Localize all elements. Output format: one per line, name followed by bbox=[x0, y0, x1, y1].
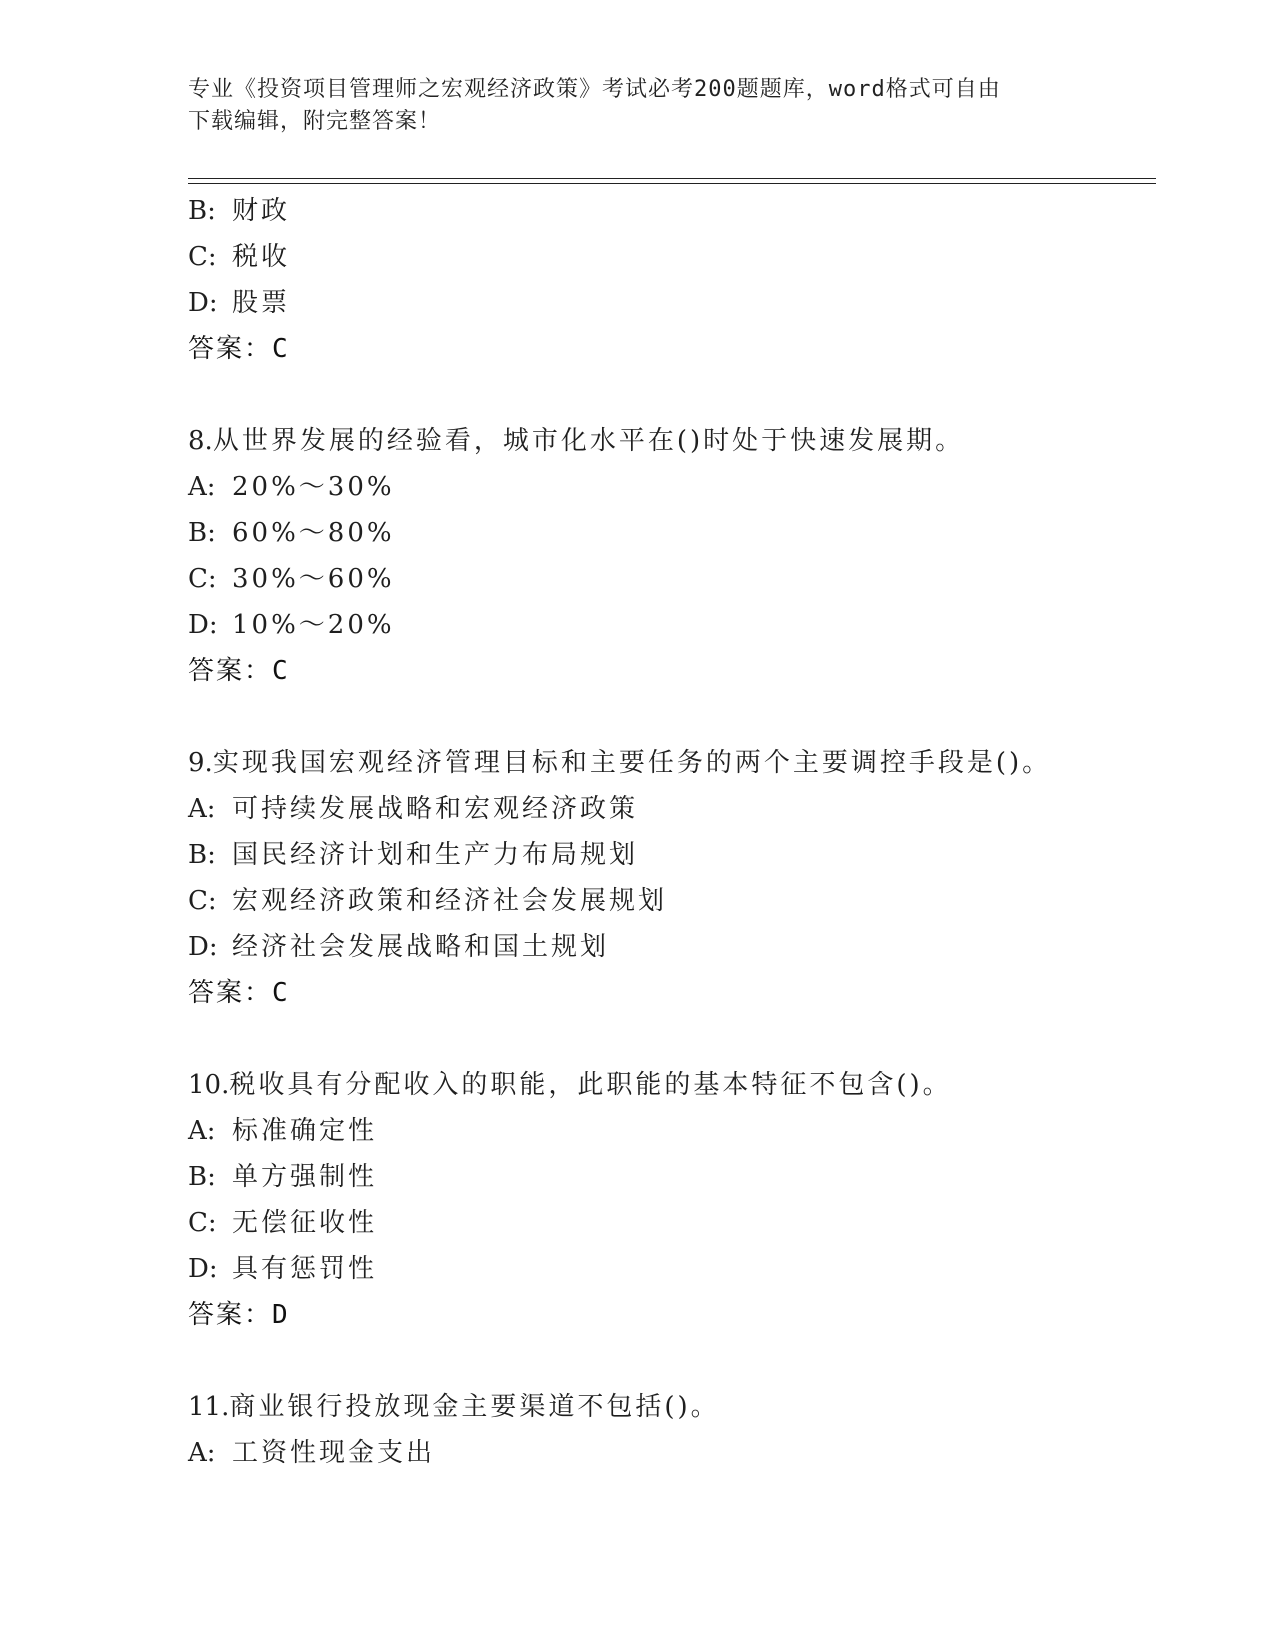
answer-label: 答案： bbox=[188, 978, 273, 1008]
question-10 bbox=[188, 1062, 1148, 1338]
option-text: 可持续发展战略和宏观经济政策 bbox=[232, 794, 639, 824]
option-c bbox=[188, 1200, 1148, 1246]
question-text: 税收具有分配收入的职能，此职能的基本特征不包含()。 bbox=[229, 1070, 952, 1100]
option-text: 工资性现金支出 bbox=[232, 1438, 436, 1468]
question-text: 从世界发展的经验看，城市化水平在()时处于快速发展期。 bbox=[212, 426, 965, 456]
option-letter: A: bbox=[188, 472, 216, 502]
option-text: 60%～80% bbox=[232, 518, 395, 548]
answer-line bbox=[188, 648, 1148, 694]
question-7-tail bbox=[188, 188, 1148, 372]
question-number: 9. bbox=[188, 748, 213, 778]
option-letter: D: bbox=[188, 288, 218, 318]
option-text: 具有惩罚性 bbox=[232, 1254, 378, 1284]
option-letter: B: bbox=[188, 840, 216, 870]
header-divider-top bbox=[188, 178, 1156, 179]
answer-label: 答案： bbox=[188, 656, 273, 686]
option-c bbox=[188, 878, 1148, 924]
option-letter: C: bbox=[188, 1208, 217, 1238]
option-a bbox=[188, 786, 1148, 832]
question-text: 商业银行投放现金主要渠道不包括()。 bbox=[229, 1392, 720, 1422]
spacer bbox=[188, 372, 1148, 418]
option-letter: A: bbox=[188, 1438, 216, 1468]
question-list bbox=[188, 188, 1148, 1476]
header-divider-bottom bbox=[188, 183, 1156, 184]
question-stem bbox=[188, 418, 1148, 464]
option-a bbox=[188, 464, 1148, 510]
question-11 bbox=[188, 1384, 1148, 1476]
option-text: 经济社会发展战略和国土规划 bbox=[232, 932, 610, 962]
option-letter: C: bbox=[188, 886, 217, 916]
option-b bbox=[188, 510, 1148, 556]
option-d bbox=[188, 924, 1148, 970]
question-9 bbox=[188, 740, 1148, 1016]
option-a bbox=[188, 1430, 1148, 1476]
option-letter: A: bbox=[188, 1116, 216, 1146]
question-number: 8. bbox=[188, 426, 213, 456]
header-line-1: 专业《投资项目管理师之宏观经济政策》考试必考200题题库，word格式可自由 bbox=[188, 77, 1001, 102]
question-stem bbox=[188, 1062, 1148, 1108]
option-text: 国民经济计划和生产力布局规划 bbox=[232, 840, 639, 870]
question-number: 10. bbox=[188, 1070, 230, 1100]
option-text: 税收 bbox=[232, 242, 291, 272]
option-b bbox=[188, 1154, 1148, 1200]
option-text: 单方强制性 bbox=[232, 1162, 378, 1192]
answer-value: C bbox=[272, 656, 290, 686]
option-c bbox=[188, 234, 1148, 280]
option-a bbox=[188, 1108, 1148, 1154]
answer-line bbox=[188, 1292, 1148, 1338]
answer-value: C bbox=[272, 334, 290, 364]
option-letter: C: bbox=[188, 564, 217, 594]
answer-line bbox=[188, 326, 1148, 372]
option-text: 财政 bbox=[232, 196, 291, 226]
header-line-2: 下载编辑，附完整答案！ bbox=[188, 109, 442, 134]
option-letter: D: bbox=[188, 932, 218, 962]
answer-line bbox=[188, 970, 1148, 1016]
question-stem bbox=[188, 740, 1148, 786]
spacer bbox=[188, 694, 1148, 740]
option-d bbox=[188, 1246, 1148, 1292]
option-c bbox=[188, 556, 1148, 602]
option-d bbox=[188, 602, 1148, 648]
option-text: 标准确定性 bbox=[232, 1116, 378, 1146]
question-text: 实现我国宏观经济管理目标和主要任务的两个主要调控手段是()。 bbox=[212, 748, 1052, 778]
answer-value: D bbox=[272, 1300, 290, 1330]
option-letter: A: bbox=[188, 794, 216, 824]
question-number: 11. bbox=[188, 1392, 230, 1422]
option-b bbox=[188, 188, 1148, 234]
option-letter: B: bbox=[188, 1162, 216, 1192]
option-letter: B: bbox=[188, 196, 216, 226]
answer-value: C bbox=[272, 978, 290, 1008]
question-8 bbox=[188, 418, 1148, 694]
option-letter: B: bbox=[188, 518, 216, 548]
option-text: 10%～20% bbox=[232, 610, 395, 640]
option-letter: D: bbox=[188, 1254, 218, 1284]
option-b bbox=[188, 832, 1148, 878]
question-stem bbox=[188, 1384, 1148, 1430]
option-text: 无偿征收性 bbox=[232, 1208, 378, 1238]
option-letter: D: bbox=[188, 610, 218, 640]
option-text: 宏观经济政策和经济社会发展规划 bbox=[232, 886, 668, 916]
answer-label: 答案： bbox=[188, 334, 273, 364]
spacer bbox=[188, 1016, 1148, 1062]
option-letter: C: bbox=[188, 242, 217, 272]
answer-label: 答案： bbox=[188, 1300, 273, 1330]
spacer bbox=[188, 1338, 1148, 1384]
option-d bbox=[188, 280, 1148, 326]
option-text: 股票 bbox=[232, 288, 291, 318]
document-header bbox=[188, 74, 1068, 138]
option-text: 30%～60% bbox=[232, 564, 395, 594]
option-text: 20%～30% bbox=[232, 472, 395, 502]
